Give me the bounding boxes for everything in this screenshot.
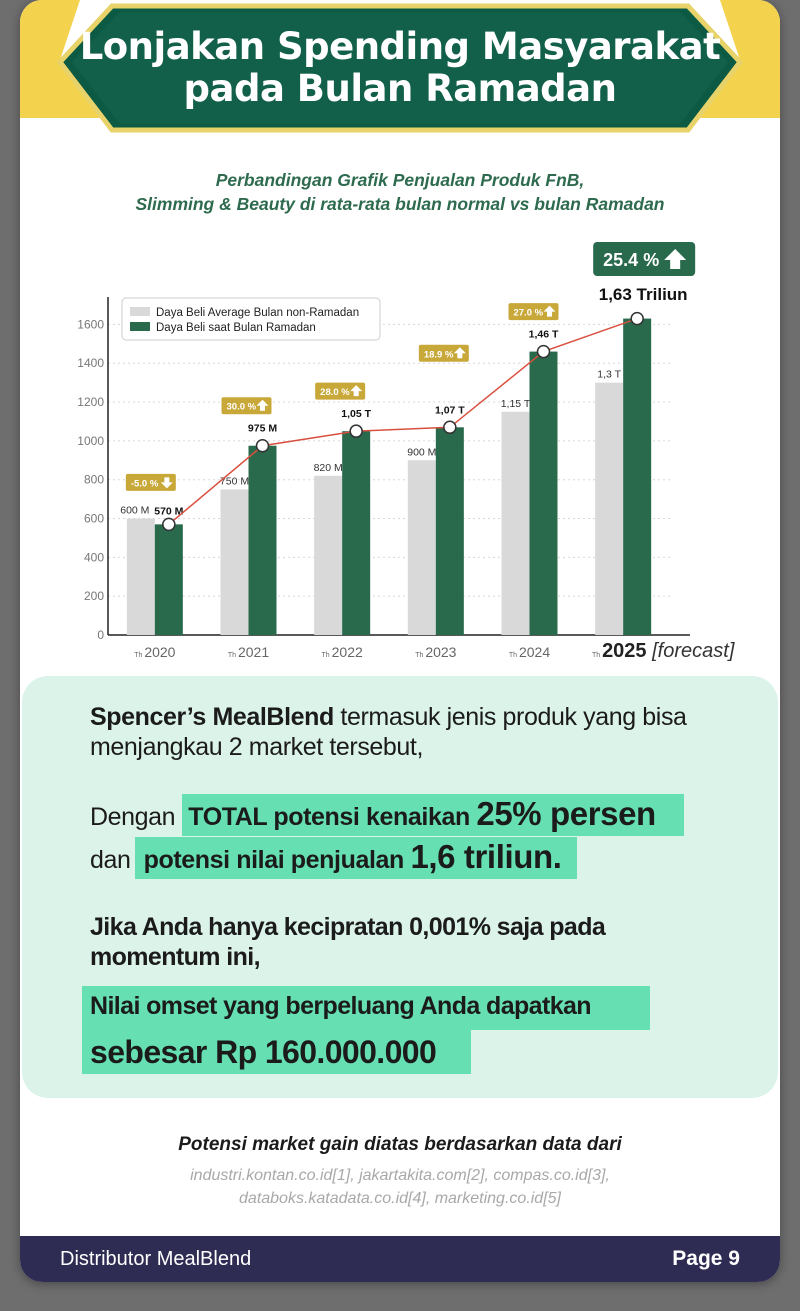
x-tick-prefix: Th [321, 652, 332, 659]
page [20, 0, 780, 1282]
legend-swatch-ramadan [130, 322, 150, 331]
subtitle-line-2: Slimming & Beauty di rata-rata bulan normal vs bulan Ramadan [135, 194, 665, 214]
x-tick-year: 2020 [144, 644, 176, 660]
sources-line-1: industri.kontan.co.id[1], jakartakita.com[2], compas.co.id[3], [190, 1167, 610, 1184]
info-paragraph-4: Nilai omset yang berpeluang Anda dapatkan [90, 992, 591, 1020]
growth-badge-label: 18.9 % [423, 349, 454, 361]
bar-label-ramadan: 570 M [154, 505, 184, 518]
info-box [22, 676, 778, 1098]
y-tick-label: 800 [83, 472, 104, 487]
growth-badge-label: -5.0 % [130, 478, 159, 490]
bar-label-non-ramadan: 750 M [219, 475, 250, 488]
bar-ramadan [155, 524, 183, 635]
growth-badge-label: 30.0 % [226, 401, 257, 413]
y-tick-label: 1600 [77, 317, 104, 332]
p2-prefix-2: dan [90, 846, 138, 874]
trend-point [163, 518, 175, 530]
legend-label-non-ramadan: Daya Beli Average Bulan non-Ramadan [156, 307, 360, 319]
bar-label-ramadan: 1,63 Triliun [598, 285, 688, 304]
info-p1-rest: termasuk jenis produk yang bisa menjangkau 2 market tersebut, [90, 703, 687, 761]
y-tick-label: 200 [83, 589, 104, 604]
y-tick-label: 400 [83, 550, 104, 565]
p2-highlight-text: TOTAL potensi kenaikan [188, 803, 477, 831]
title-banner [20, 0, 780, 140]
omset-value: sebesar Rp 160.000.000 [90, 1034, 437, 1070]
footer-brand: Distributor MealBlend [60, 1248, 252, 1270]
legend-label-ramadan: Daya Beli saat Bulan Ramadan [156, 322, 316, 334]
chart-subtitle [20, 168, 780, 216]
bar-non-ramadan [127, 519, 155, 635]
title-line-2: pada Bulan Ramadan [183, 67, 617, 110]
info-paragraph-1 [90, 702, 730, 762]
trend-point [257, 440, 269, 452]
bar-non-ramadan [502, 412, 530, 635]
bar-label-non-ramadan: 1,3 T [597, 368, 622, 381]
p2-big-percent: 25% persen [476, 795, 656, 832]
product-name: Spencer’s MealBlend [90, 703, 334, 731]
bar-label-ramadan: 1,46 T [528, 328, 559, 341]
x-tick-year: 2022 [331, 644, 363, 660]
x-tick-prefix: Th [415, 652, 426, 659]
growth-badge-large-label: 25.4 % [603, 250, 660, 270]
x-tick-prefix: Th [508, 652, 519, 659]
info-paragraph-3: Jika Anda hanya kecipratan 0,001% saja pada momentum ini, [90, 913, 606, 971]
x-tick-year: 2023 [425, 644, 457, 660]
bar-label-non-ramadan: 1,15 T [500, 397, 531, 410]
trend-point [444, 421, 456, 433]
bar-non-ramadan [221, 489, 249, 635]
footer [20, 1236, 780, 1282]
legend-swatch-non-ramadan [130, 307, 150, 316]
y-tick-label: 1000 [77, 433, 104, 448]
page-number: Page 9 [672, 1247, 740, 1270]
page-title [20, 26, 780, 110]
growth-badge-label: 27.0 % [513, 307, 544, 319]
x-tick-year: 2025 [602, 640, 647, 662]
y-tick-label: 600 [83, 511, 104, 526]
bar-label-ramadan: 1,05 T [341, 408, 372, 421]
p2-prefix: Dengan [90, 803, 182, 831]
bar-non-ramadan [595, 383, 623, 635]
bar-chart [20, 230, 780, 670]
bar-non-ramadan [314, 476, 342, 635]
x-tick-prefix: Th [134, 652, 145, 659]
forecast-label: [forecast] [646, 640, 735, 662]
subtitle-line-1: Perbandingan Grafik Penjualan Produk FnB, [215, 170, 585, 190]
info-paragraph-2-line-2 [90, 837, 562, 880]
trend-point [631, 313, 643, 325]
bar-label-non-ramadan: 600 M [120, 504, 150, 517]
x-tick-label [134, 644, 175, 660]
sources-list [20, 1164, 780, 1210]
x-tick-label [592, 640, 735, 662]
p2-highlight-text-2: potensi nilai penjualan [143, 846, 411, 874]
trend-point [350, 425, 362, 437]
bar-ramadan [342, 431, 370, 635]
x-tick-label [228, 644, 269, 660]
bar-non-ramadan [408, 460, 436, 635]
x-tick-prefix: Th [227, 652, 238, 659]
bar-label-non-ramadan: 820 M [313, 461, 343, 474]
growth-badge-label: 28.0 % [320, 387, 350, 399]
trend-point [538, 346, 550, 358]
bar-label-non-ramadan: 900 M [407, 446, 437, 459]
title-line-1: Lonjakan Spending Masyarakat [79, 25, 721, 68]
x-tick-label [415, 644, 456, 660]
sources-title: Potensi market gain diatas berdasarkan data dari [178, 1134, 622, 1155]
bar-ramadan [623, 319, 651, 635]
y-tick-label: 0 [97, 628, 104, 642]
x-tick-year: 2021 [237, 644, 270, 660]
y-tick-label: 1200 [77, 395, 104, 410]
p2-big-value: 1,6 triliun. [410, 838, 562, 875]
x-tick-prefix: Th [591, 652, 603, 659]
x-tick-label [509, 644, 550, 660]
bar-ramadan [249, 446, 277, 635]
y-tick-label: 1400 [77, 356, 104, 371]
x-tick-label [322, 644, 363, 660]
bar-label-ramadan: 975 M [247, 422, 278, 435]
bar-ramadan [436, 427, 464, 635]
sources-line-2: databoks.katadata.co.id[4], marketing.co.id[5] [239, 1190, 561, 1207]
bar-label-ramadan: 1,07 T [434, 404, 465, 417]
x-tick-year: 2024 [518, 644, 551, 660]
bar-ramadan [530, 352, 558, 635]
info-paragraph-2-line-1 [90, 794, 656, 837]
